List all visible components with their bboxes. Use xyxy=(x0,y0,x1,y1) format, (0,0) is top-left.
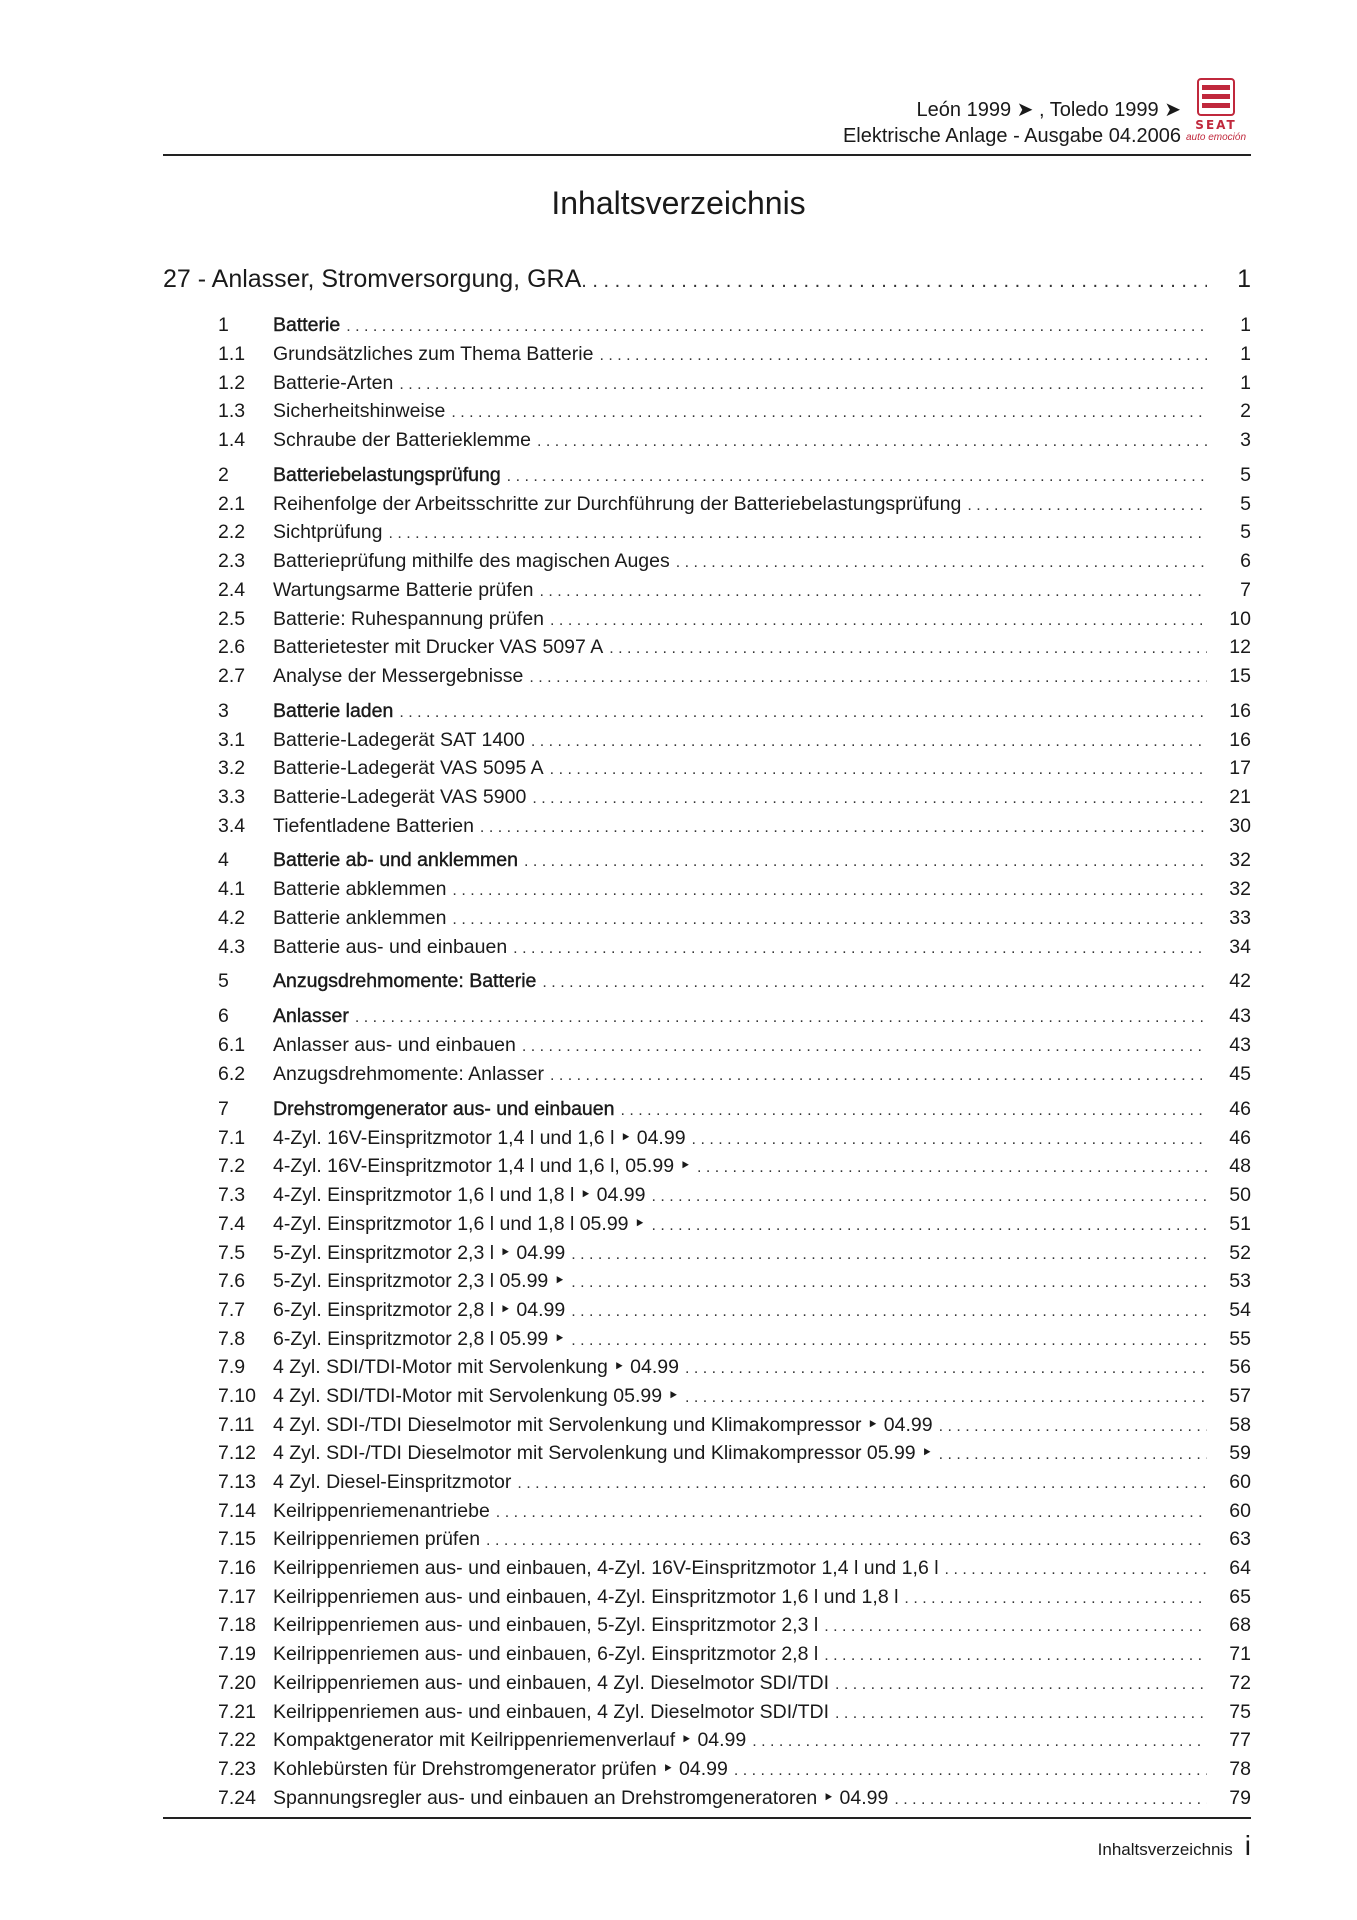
toc-subsection-row[interactable] xyxy=(163,904,1251,933)
dot-leader xyxy=(517,1470,1207,1499)
toc-entry-number: 2.5 xyxy=(218,607,246,630)
toc-entry-page: 45 xyxy=(1229,1063,1251,1086)
toc-entry-title: Batterie-Arten xyxy=(273,371,394,394)
toc-subsection-row[interactable] xyxy=(163,1239,1251,1268)
toc-section-row[interactable] xyxy=(163,966,1251,996)
toc-entry-number: 7.12 xyxy=(218,1442,256,1465)
toc-entry-title: Keilrippenriemen aus- und einbauen, 6-Zyl. Einspritzmotor 2,8 l xyxy=(273,1643,819,1666)
toc-entry-page: 34 xyxy=(1229,935,1251,958)
dot-leader xyxy=(399,371,1207,400)
toc-entry-page: 60 xyxy=(1229,1499,1251,1522)
dot-leader xyxy=(609,635,1207,664)
dot-leader xyxy=(524,847,1207,877)
dot-leader xyxy=(939,1413,1207,1442)
dot-leader xyxy=(522,1033,1207,1062)
dot-leader xyxy=(452,906,1207,935)
toc-entry-page: 65 xyxy=(1229,1585,1251,1608)
toc-entry-page: 57 xyxy=(1229,1384,1251,1407)
toc-entry-title: Schraube der Batterieklemme xyxy=(273,429,531,452)
toc-entry-title: 4-Zyl. Einspritzmotor 1,6 l und 1,8 l 05.99 ‣ xyxy=(273,1212,646,1235)
header-models: León 1999 ➤ , Toledo 1999 ➤ xyxy=(916,99,1181,121)
toc-entry-title: Batterieprüfung mithilfe des magischen Auges xyxy=(273,550,670,573)
toc-subsection-row[interactable] xyxy=(163,633,1251,662)
toc-entry-page: 12 xyxy=(1229,636,1251,659)
toc-subsection-row[interactable] xyxy=(163,1554,1251,1583)
toc-subsection-row[interactable] xyxy=(163,1726,1251,1755)
toc-subsection-row[interactable] xyxy=(163,1497,1251,1526)
toc-subsection-row[interactable] xyxy=(163,1640,1251,1669)
toc-subsection-row[interactable] xyxy=(163,812,1251,841)
toc-entry-title: Analyse der Messergebnisse xyxy=(273,664,524,687)
dot-leader xyxy=(346,312,1207,342)
toc-entry-title: Wartungsarme Batterie prüfen xyxy=(273,578,534,601)
toc-entry-page: 5 xyxy=(1240,521,1251,544)
toc-subsection-row[interactable] xyxy=(163,1296,1251,1325)
dot-leader xyxy=(389,520,1208,549)
toc-entry-number: 2.7 xyxy=(218,664,246,687)
toc-entry-page: 51 xyxy=(1229,1212,1251,1235)
toc-entry-number: 2.3 xyxy=(218,550,246,573)
dot-leader xyxy=(507,462,1207,492)
toc-entry-title: 4-Zyl. Einspritzmotor 1,6 l und 1,8 l ‣ 04.99 xyxy=(273,1184,646,1207)
toc-entry-title: Keilrippenriemen prüfen xyxy=(273,1528,481,1551)
toc-entry-title: Drehstromgenerator aus- und einbauen xyxy=(273,1097,615,1120)
toc-subsection-row[interactable] xyxy=(163,605,1251,634)
toc-entry-title: 4-Zyl. 16V-Einspritzmotor 1,4 l und 1,6 l ‣ 04.99 xyxy=(273,1126,686,1149)
toc-entry-title: 4 Zyl. SDI/TDI-Motor mit Servolenkung ‣ 04.99 xyxy=(273,1356,679,1379)
logo-tagline: auto emoción xyxy=(1185,132,1247,143)
toc-entry-page: 30 xyxy=(1229,814,1251,837)
toc-chapter[interactable] xyxy=(163,265,1251,301)
toc-section-row[interactable] xyxy=(163,1094,1251,1124)
toc-entry-number: 7.20 xyxy=(218,1671,256,1694)
page-title: Inhaltsverzeichnis xyxy=(551,185,806,221)
toc-entry-number: 7.6 xyxy=(218,1270,246,1293)
toc-subsection-row[interactable] xyxy=(163,1353,1251,1382)
toc-entry-title: Batterie aus- und einbauen xyxy=(273,935,508,958)
toc-entry-number: 2.4 xyxy=(218,578,246,601)
dot-leader xyxy=(697,1154,1207,1183)
chapter-page: 1 xyxy=(1237,265,1251,293)
toc-entry-title: Batteriebelastungsprüfung xyxy=(273,463,501,486)
toc-entry-page: 32 xyxy=(1229,849,1251,872)
toc-entry-page: 16 xyxy=(1229,699,1251,722)
toc-subsection-row[interactable] xyxy=(163,1152,1251,1181)
toc-entry-number: 4 xyxy=(218,849,229,872)
dot-leader xyxy=(542,968,1207,998)
dot-leader xyxy=(651,1212,1207,1241)
toc-subsection-row[interactable] xyxy=(163,1210,1251,1239)
toc-entry-number: 1 xyxy=(218,314,229,336)
toc-entry-page: 32 xyxy=(1229,878,1251,901)
dot-leader xyxy=(581,270,1207,293)
page-header xyxy=(163,97,1251,157)
toc-entry-title: Reihenfolge der Arbeitsschritte zur Durchführung der Batteriebelastungsprüfung xyxy=(273,492,962,515)
dot-leader xyxy=(824,1613,1207,1642)
dot-leader xyxy=(939,1441,1207,1470)
dot-leader xyxy=(537,428,1207,457)
toc-entry-title: Batterie-Ladegerät SAT 1400 xyxy=(273,728,525,751)
dot-leader xyxy=(486,1527,1207,1556)
toc-entry-title: 6-Zyl. Einspritzmotor 2,8 l 05.99 ‣ xyxy=(273,1327,566,1350)
toc-entry-title: 4 Zyl. SDI/TDI-Motor mit Servolenkung 05.99 ‣ xyxy=(273,1384,679,1407)
toc-entry-number: 3.2 xyxy=(218,757,246,780)
toc-subsection-row[interactable] xyxy=(163,1267,1251,1296)
toc-entry-page: 60 xyxy=(1229,1471,1251,1493)
toc-entry-page: 10 xyxy=(1229,607,1251,630)
toc-entry-title: Spannungsregler aus- und einbauen an Drehstromgeneratoren ‣ 04.99 xyxy=(273,1786,889,1809)
toc-entry-number: 7.15 xyxy=(218,1528,256,1551)
toc-entry-page: 17 xyxy=(1229,757,1251,780)
toc-subsection-row[interactable] xyxy=(163,1124,1251,1153)
footer-label: Inhaltsverzeichnis xyxy=(1097,1840,1233,1859)
toc-entry-number: 2.1 xyxy=(218,492,246,515)
toc-entry-title: Batterie laden xyxy=(273,699,394,722)
toc-entry-number: 7 xyxy=(218,1097,229,1120)
dot-leader xyxy=(513,935,1207,964)
dot-leader xyxy=(967,492,1207,521)
toc-subsection-row[interactable] xyxy=(163,397,1251,426)
toc-entry-page: 5 xyxy=(1240,492,1251,515)
toc-subsection-row[interactable] xyxy=(163,726,1251,755)
toc-subsection-row[interactable] xyxy=(163,1468,1251,1497)
toc-entry-title: Batterietester mit Drucker VAS 5097 A xyxy=(273,636,604,659)
header-edition: Elektrische Anlage - Ausgabe 04.2006 xyxy=(842,125,1181,147)
toc-entry-page: 72 xyxy=(1229,1671,1251,1694)
logo-wordmark: SEAT xyxy=(1195,118,1237,132)
dot-leader xyxy=(734,1757,1207,1786)
header-text xyxy=(843,97,1181,149)
toc-entry-title: Batterie anklemmen xyxy=(273,907,447,929)
toc-entry-title: Keilrippenriemen aus- und einbauen, 4-Zyl. 16V-Einspritzmotor 1,4 l und 1,6 l xyxy=(273,1557,939,1580)
toc-entry-number: 3 xyxy=(218,699,229,722)
footer-divider xyxy=(163,1817,1251,1819)
toc-entry-number: 1.1 xyxy=(218,343,246,365)
toc-section-row[interactable] xyxy=(163,696,1251,726)
toc-entry-number: 4.1 xyxy=(218,878,246,901)
dot-leader xyxy=(571,1327,1207,1356)
toc-entry-page: 33 xyxy=(1229,907,1251,929)
toc-subsection-row[interactable] xyxy=(163,1611,1251,1640)
toc-entry-number: 1.3 xyxy=(218,400,246,423)
toc-entry-page: 1 xyxy=(1240,343,1251,365)
dot-leader xyxy=(945,1556,1207,1585)
toc-entry-title: 5-Zyl. Einspritzmotor 2,3 l ‣ 04.99 xyxy=(273,1241,566,1264)
dot-leader xyxy=(539,578,1207,607)
toc-entry-title: Keilrippenriemen aus- und einbauen, 4 Zyl. Dieselmotor SDI/TDI xyxy=(273,1700,830,1723)
toc-subsection-row[interactable] xyxy=(163,1060,1251,1089)
toc-subsection-row[interactable] xyxy=(163,1669,1251,1698)
toc-subsection-row[interactable] xyxy=(163,1325,1251,1354)
toc-entry-title: Batterie ab- und anklemmen xyxy=(273,849,518,872)
toc-entry-page: 54 xyxy=(1229,1298,1251,1321)
dot-leader xyxy=(452,877,1207,906)
seat-logo xyxy=(1181,77,1251,151)
dot-leader xyxy=(529,664,1207,693)
toc-entry-title: Kohlebürsten für Drehstromgenerator prüfen ‣ 04.99 xyxy=(273,1757,728,1780)
toc-subsection-row[interactable] xyxy=(163,875,1251,904)
toc-entry-page: 15 xyxy=(1229,664,1251,687)
toc-entry-number: 7.3 xyxy=(218,1184,246,1207)
dot-leader xyxy=(835,1671,1207,1700)
toc-entry-page: 5 xyxy=(1240,463,1251,486)
toc-entry-title: Anlasser aus- und einbauen xyxy=(273,1034,516,1057)
toc-entry-title: Keilrippenriemen aus- und einbauen, 4-Zyl. Einspritzmotor 1,6 l und 1,8 l xyxy=(273,1585,899,1608)
toc-entry-page: 7 xyxy=(1240,578,1251,601)
toc-entry-page: 43 xyxy=(1229,1005,1251,1028)
toc-entry-title: Batterie xyxy=(273,314,341,336)
toc-entry-number: 7.23 xyxy=(218,1757,256,1780)
toc-entry-page: 63 xyxy=(1229,1528,1251,1551)
toc-entry-title: 5-Zyl. Einspritzmotor 2,3 l 05.99 ‣ xyxy=(273,1270,566,1293)
dot-leader xyxy=(685,1355,1207,1384)
toc-entry-page: 1 xyxy=(1240,371,1251,394)
toc-entry-title: Keilrippenriemen aus- und einbauen, 5-Zyl. Einspritzmotor 2,3 l xyxy=(273,1614,819,1637)
toc-entry-page: 75 xyxy=(1229,1700,1251,1723)
toc-entry-number: 7.19 xyxy=(218,1643,256,1666)
toc-subsection-row[interactable] xyxy=(163,1181,1251,1210)
toc-entry-title: Batterie abklemmen xyxy=(273,878,447,901)
toc-entry-page: 55 xyxy=(1229,1327,1251,1350)
toc-entry-number: 7.13 xyxy=(218,1471,256,1493)
toc-entry-page: 21 xyxy=(1229,785,1251,808)
dot-leader xyxy=(620,1096,1207,1126)
toc-entry-title: 6-Zyl. Einspritzmotor 2,8 l ‣ 04.99 xyxy=(273,1298,566,1321)
dot-leader xyxy=(451,399,1207,428)
toc-subsection-row[interactable] xyxy=(163,1698,1251,1727)
toc-entry-page: 78 xyxy=(1229,1757,1251,1780)
toc-entry-title: Batterie: Ruhespannung prüfen xyxy=(273,607,545,630)
toc-entry-number: 1.4 xyxy=(218,429,246,452)
toc-entry-number: 4.2 xyxy=(218,907,246,929)
toc-section-row[interactable] xyxy=(163,1001,1251,1031)
toc-entry-page: 50 xyxy=(1229,1184,1251,1207)
toc-entry-number: 7.14 xyxy=(218,1499,256,1522)
dot-leader xyxy=(496,1499,1207,1528)
toc-entry-page: 58 xyxy=(1229,1413,1251,1436)
dot-leader xyxy=(894,1786,1207,1815)
toc-entry-page: 46 xyxy=(1229,1126,1251,1149)
toc-entry-number: 7.21 xyxy=(218,1700,256,1723)
dot-leader xyxy=(685,1384,1207,1413)
toc-entry-title: 4 Zyl. Diesel-Einspritzmotor xyxy=(273,1471,512,1493)
toc-entry-page: 68 xyxy=(1229,1614,1251,1637)
toc-entry-page: 3 xyxy=(1240,429,1251,452)
seat-logo-icon xyxy=(1194,77,1238,117)
dot-leader xyxy=(550,607,1207,636)
dot-leader xyxy=(835,1700,1207,1729)
toc-entry-page: 77 xyxy=(1229,1729,1251,1752)
toc-entry-page: 1 xyxy=(1240,314,1251,336)
page-footer xyxy=(1098,1830,1251,1862)
dot-leader xyxy=(531,728,1207,757)
toc-entry-number: 3.3 xyxy=(218,785,246,808)
dot-leader xyxy=(550,756,1207,785)
toc-entry-title: Keilrippenriemenantriebe xyxy=(273,1499,490,1522)
toc-entry-number: 7.11 xyxy=(218,1413,255,1436)
toc-entry-title: Sichtprüfung xyxy=(273,521,383,544)
dot-leader xyxy=(692,1126,1207,1155)
toc-entry-page: 6 xyxy=(1240,550,1251,573)
toc-entry-page: 46 xyxy=(1229,1097,1251,1120)
toc-subsection-row[interactable] xyxy=(163,1382,1251,1411)
toc-entry-number: 3.4 xyxy=(218,814,246,837)
toc-entry-title: Batterie-Ladegerät VAS 5900 xyxy=(273,785,527,808)
toc-entry-title: Sicherheitshinweise xyxy=(273,400,446,423)
toc-entry-number: 2 xyxy=(218,463,229,486)
toc-entry-title: Keilrippenriemen aus- und einbauen, 4 Zyl. Dieselmotor SDI/TDI xyxy=(273,1671,830,1694)
toc-subsection-row[interactable] xyxy=(163,1031,1251,1060)
toc-entry-number: 7.1 xyxy=(218,1126,246,1149)
dot-leader xyxy=(550,1062,1207,1091)
dot-leader xyxy=(480,814,1207,843)
toc-entry-number: 7.22 xyxy=(218,1729,256,1752)
dot-leader xyxy=(676,549,1207,578)
toc-entry-number: 7.10 xyxy=(218,1384,256,1407)
toc-subsection-row[interactable] xyxy=(163,426,1251,455)
toc-entry-number: 7.4 xyxy=(218,1212,246,1235)
toc-entry-number: 2.2 xyxy=(218,521,246,544)
footer-page-number: i xyxy=(1244,1830,1251,1861)
toc-entry-page: 64 xyxy=(1229,1557,1251,1580)
chapter-title: 27 - Anlasser, Stromversorgung, GRA xyxy=(163,265,582,293)
toc-subsection-row[interactable] xyxy=(163,1784,1251,1813)
dot-leader xyxy=(571,1269,1207,1298)
toc-section-row[interactable] xyxy=(163,460,1251,490)
dot-leader xyxy=(824,1642,1207,1671)
toc-entry-title: Batterie-Ladegerät VAS 5095 A xyxy=(273,757,544,780)
toc-section-row[interactable] xyxy=(163,845,1251,875)
toc-entry-number: 6 xyxy=(218,1005,229,1028)
toc-entry-number: 7.8 xyxy=(218,1327,246,1350)
toc-subsection-row[interactable] xyxy=(163,1583,1251,1612)
toc-subsection-row[interactable] xyxy=(163,783,1251,812)
header-divider xyxy=(163,154,1251,156)
toc-entry-number: 1.2 xyxy=(218,371,246,394)
toc-entry-number: 7.2 xyxy=(218,1155,246,1178)
toc-entry-title: Anzugsdrehmomente: Anlasser xyxy=(273,1063,544,1086)
toc-entry-page: 53 xyxy=(1229,1270,1251,1293)
dot-leader xyxy=(532,785,1207,814)
toc-subsection-row[interactable] xyxy=(163,1525,1251,1554)
toc-entry-title: Tiefentladene Batterien xyxy=(273,814,474,837)
dot-leader xyxy=(571,1241,1207,1270)
dot-leader xyxy=(571,1298,1207,1327)
toc-entry-title: Anzugsdrehmomente: Batterie xyxy=(273,970,537,993)
toc-entry-number: 7.17 xyxy=(218,1585,256,1608)
toc-entry-title: 4 Zyl. SDI-/TDI Dieselmotor mit Servolenkung und Klimakompressor ‣ 04.99 xyxy=(273,1413,933,1436)
toc-section-row[interactable] xyxy=(163,310,1251,340)
toc-entry-title: 4-Zyl. 16V-Einspritzmotor 1,4 l und 1,6 l, 05.99 ‣ xyxy=(273,1155,691,1178)
toc-entry-number: 3.1 xyxy=(218,728,246,751)
toc-entry-page: 59 xyxy=(1229,1442,1251,1465)
toc-subsection-row[interactable] xyxy=(163,662,1251,691)
toc-subsection-row[interactable] xyxy=(163,576,1251,605)
toc-entry-page: 56 xyxy=(1229,1356,1251,1379)
toc-list xyxy=(163,305,1251,1812)
toc-subsection-row[interactable] xyxy=(163,369,1251,398)
toc-subsection-row[interactable] xyxy=(163,1411,1251,1440)
toc-entry-number: 7.9 xyxy=(218,1356,246,1379)
toc-entry-number: 7.7 xyxy=(218,1298,246,1321)
toc-entry-page: 79 xyxy=(1229,1786,1251,1809)
toc-subsection-row[interactable] xyxy=(163,340,1251,369)
toc-subsection-row[interactable] xyxy=(163,547,1251,576)
toc-subsection-row[interactable] xyxy=(163,490,1251,519)
toc-entry-title: Kompaktgenerator mit Keilrippenriemenverlauf ‣ 04.99 xyxy=(273,1729,747,1752)
toc-entry-number: 2.6 xyxy=(218,636,246,659)
toc-entry-page: 52 xyxy=(1229,1241,1251,1264)
toc-entry-number: 6.1 xyxy=(218,1034,246,1057)
toc-entry-number: 6.2 xyxy=(218,1063,246,1086)
toc-entry-title: Grundsätzliches zum Thema Batterie xyxy=(273,343,594,365)
toc-entry-page: 43 xyxy=(1229,1034,1251,1057)
dot-leader xyxy=(399,698,1207,728)
toc-entry-page: 16 xyxy=(1229,728,1251,751)
toc-entry-number: 7.18 xyxy=(218,1614,256,1637)
toc-subsection-row[interactable] xyxy=(163,933,1251,962)
dot-leader xyxy=(904,1585,1207,1614)
toc-entry-page: 48 xyxy=(1229,1155,1251,1178)
toc-subsection-row[interactable] xyxy=(163,754,1251,783)
toc-subsection-row[interactable] xyxy=(163,518,1251,547)
toc-entry-title: 4 Zyl. SDI-/TDI Dieselmotor mit Servolenkung und Klimakompressor 05.99 ‣ xyxy=(273,1442,933,1465)
dot-leader xyxy=(752,1728,1207,1757)
toc-entry-number: 7.5 xyxy=(218,1241,246,1264)
toc-entry-page: 2 xyxy=(1240,400,1251,423)
dot-leader xyxy=(355,1003,1207,1033)
toc-entry-page: 42 xyxy=(1229,970,1251,993)
toc-entry-page: 71 xyxy=(1229,1643,1251,1666)
toc-entry-number: 5 xyxy=(218,970,229,993)
toc-subsection-row[interactable] xyxy=(163,1755,1251,1784)
dot-leader xyxy=(651,1183,1207,1212)
dot-leader xyxy=(599,342,1207,371)
toc-entry-number: 7.16 xyxy=(218,1557,256,1580)
toc-subsection-row[interactable] xyxy=(163,1439,1251,1468)
toc-entry-number: 4.3 xyxy=(218,935,246,958)
toc-entry-title: Anlasser xyxy=(273,1005,349,1028)
toc-entry-number: 7.24 xyxy=(218,1786,256,1809)
